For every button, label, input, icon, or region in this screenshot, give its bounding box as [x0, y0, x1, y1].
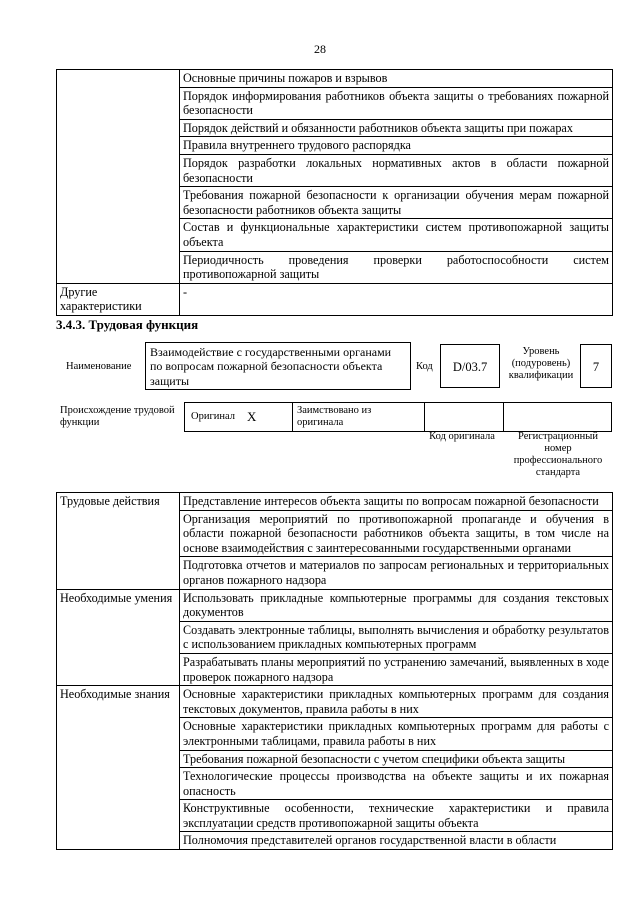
- required-knowledge-label: Необходимые знания: [57, 686, 180, 850]
- code-original-caption: Код оригинала: [429, 431, 495, 442]
- table-cell: Полномочия представителей органов государственной власти в области: [180, 832, 613, 850]
- origin-label: Происхождение трудовой функции: [60, 405, 175, 429]
- borrowed-label: Заимствовано из оригинала: [297, 405, 372, 429]
- table-cell: Основные характеристики прикладных компьютерных программ для работы с электронными таблицами, правила работы в них: [180, 718, 613, 750]
- top-knowledge-table: [56, 69, 613, 316]
- table-cell: Требования пожарной безопасности с учетом специфики объекта защиты: [180, 750, 613, 768]
- function-name-box: Взаимодействие с государственными органами по вопросам пожарной безопасности объекта защиты: [145, 342, 411, 390]
- table-row: [57, 70, 613, 88]
- required-skills-label: Необходимые умения: [57, 589, 180, 686]
- divider: [503, 403, 504, 431]
- table-cell: Создавать электронные таблицы, выполнять вычисления и обработку результатов с использованием прикладных компьютерных программ: [180, 621, 613, 653]
- table-cell: Порядок информирования работников объекта защиты о требованиях пожарной безопасности: [180, 87, 613, 119]
- code-value-box: D/03.7: [440, 344, 500, 388]
- other-characteristics-label: Другие характеристики: [57, 283, 180, 315]
- level-label: Уровень (подуровень) квалификации: [508, 346, 574, 381]
- other-characteristics-value: -: [180, 283, 613, 315]
- page-number: 28: [314, 42, 326, 56]
- table-cell: Разрабатывать планы мероприятий по устранению замечаний, выявленных в ходе проверок пожарного надзора: [180, 653, 613, 685]
- table-row: [57, 589, 613, 621]
- table-cell: Основные характеристики прикладных компьютерных программ для создания текстовых документов, правила работы в них: [180, 686, 613, 718]
- table-cell: Использовать прикладные компьютерные программы для создания текстовых документов: [180, 589, 613, 621]
- registration-caption: Регистрационный номер профессионального стандарта: [513, 431, 603, 478]
- table-row: [57, 283, 613, 315]
- name-label: Наименование: [66, 361, 132, 372]
- table-cell: Порядок действий и обязанности работников объекта защиты при пожарах: [180, 119, 613, 137]
- table-cell: Организация мероприятий по противопожарной пропаганде и обучения в области пожарной безопасности работников объекта защиты, в том числе на основе взаимодействия с заинтересованными государственными органами: [180, 510, 613, 557]
- divider: [292, 403, 293, 431]
- table-cell: Основные причины пожаров и взрывов: [180, 70, 613, 88]
- table-cell: Порядок разработки локальных нормативных актов в области пожарной безопасности: [180, 154, 613, 186]
- table-cell: Правила внутреннего трудового распорядка: [180, 137, 613, 155]
- divider: [424, 403, 425, 431]
- original-mark: X: [247, 409, 257, 424]
- table-cell: Периодичность проведения проверки работоспособности систем противопожарной защиты: [180, 251, 613, 283]
- table-cell: Конструктивные особенности, технические характеристики и правила эксплуатации средств противопожарной защиты объекта: [180, 800, 613, 832]
- table-cell: Технологические процессы производства на объекте защиты и их пожарная опасность: [180, 768, 613, 800]
- table-cell: Требования пожарной безопасности к организации обучения мерам пожарной безопасности работников объекта защиты: [180, 187, 613, 219]
- table-row: [57, 493, 613, 511]
- code-label: Код: [416, 361, 433, 372]
- table-row: [57, 686, 613, 718]
- labor-actions-label: Трудовые действия: [57, 493, 180, 590]
- level-value-box: 7: [580, 344, 612, 388]
- origin-row: [184, 402, 612, 432]
- table-cell: Состав и функциональные характеристики систем противопожарной защиты объекта: [180, 219, 613, 251]
- original-label: Оригинал: [191, 411, 235, 422]
- labor-function-table: [56, 492, 613, 850]
- table-cell: Подготовка отчетов и материалов по запросам региональных и территориальных органов пожарного надзора: [180, 557, 613, 589]
- section-heading: 3.4.3. Трудовая функция: [56, 317, 199, 332]
- table-cell: Представление интересов объекта защиты по вопросам пожарной безопасности: [180, 493, 613, 511]
- empty-label-cell: [57, 70, 180, 284]
